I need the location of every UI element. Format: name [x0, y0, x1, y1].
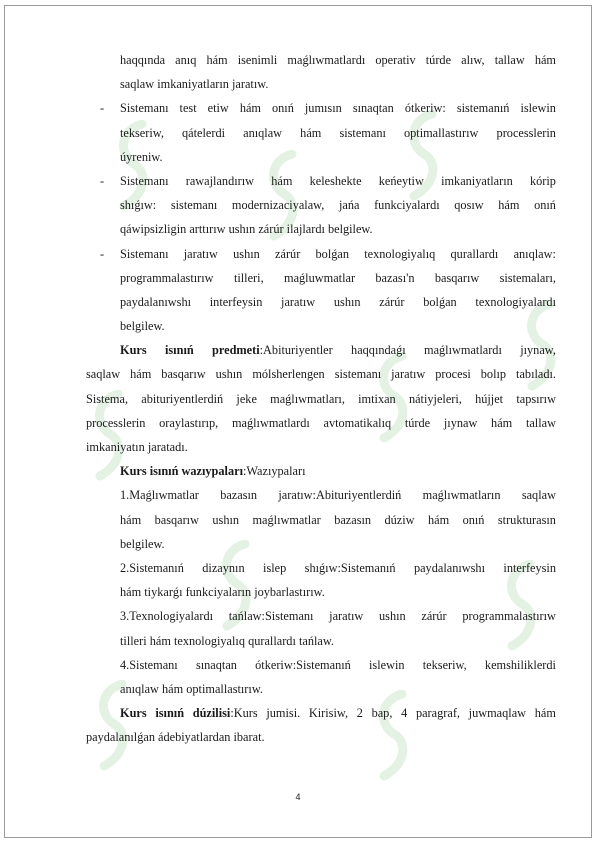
line-text	[120, 72, 556, 96]
word: tekseriw,	[422, 657, 467, 672]
text-line	[0, 411, 596, 435]
word: processlerin	[496, 125, 556, 140]
text-line	[0, 556, 596, 580]
line-text	[120, 169, 556, 193]
word: hám	[534, 706, 556, 721]
word: paydalanıwshı	[413, 560, 485, 575]
word: zárúr	[275, 246, 301, 261]
text-line	[0, 677, 596, 701]
word: tekseriw,	[120, 125, 164, 140]
word: maǵlıwmatları,	[270, 391, 345, 406]
word: bolǵan	[315, 246, 349, 261]
line-text	[120, 242, 556, 266]
word: ushın	[215, 367, 243, 382]
word: qosıw	[454, 198, 484, 213]
word: jaratıw:Abituriyentlerdiń	[278, 488, 402, 503]
word: saqlaw	[86, 367, 121, 382]
word: imtixan	[358, 391, 396, 406]
word: dúzilisi:Kurs	[192, 706, 258, 721]
word: jumisi.	[266, 706, 301, 721]
word: jańa	[338, 198, 360, 213]
word: maǵlıwmatlardı	[287, 53, 366, 67]
text-line	[0, 725, 596, 749]
word: bolıp	[480, 367, 507, 382]
line-text	[120, 314, 556, 338]
text-line	[0, 217, 596, 241]
word: saqlaw	[521, 488, 556, 503]
line-content: :Wazıypaları	[243, 464, 306, 479]
word: abituriyentlerdiń	[141, 391, 224, 406]
word: sistemanı	[334, 367, 382, 382]
word: anıqlaw:	[513, 246, 556, 261]
word: ushın	[333, 294, 361, 309]
word: túrde	[404, 415, 431, 430]
bold-heading: Kurs isınıń wazıypaları	[120, 464, 243, 479]
line-text	[120, 629, 556, 653]
line-text	[120, 290, 556, 314]
word: bolǵan	[423, 294, 457, 309]
text-line	[0, 145, 596, 169]
text-line	[0, 653, 596, 677]
word: bazasın	[334, 512, 372, 527]
word: Sistemanı	[120, 246, 169, 261]
word: imkaniyatların	[441, 173, 513, 188]
text-line	[0, 242, 596, 266]
word: ótkeriw:	[404, 101, 446, 116]
word: ushın	[233, 246, 260, 261]
word: alıw,	[461, 53, 485, 67]
word: sınaqtan	[195, 657, 237, 672]
word: dúziw	[384, 512, 415, 527]
word: modernizaciyalaw,	[231, 198, 325, 213]
line-text	[120, 121, 556, 145]
line-text	[120, 653, 556, 677]
word: maǵlıwmatların	[422, 488, 501, 503]
text-line	[0, 483, 596, 507]
word: tallaw	[494, 53, 525, 67]
line-text	[86, 387, 556, 411]
word: islewin	[520, 101, 556, 116]
line-content: belgilew.	[120, 319, 165, 334]
text-line	[0, 169, 596, 193]
line-text	[120, 701, 556, 725]
word: funkciyalardı	[374, 198, 440, 213]
word: ótkeriw:Sistemanıń	[255, 657, 351, 672]
word: test	[179, 101, 197, 116]
text-line	[0, 629, 596, 653]
word: jaratıw	[391, 367, 426, 382]
line-content: anıqlaw hám optimallastırıw.	[120, 681, 263, 696]
text-line	[0, 96, 596, 120]
text-line	[0, 701, 596, 725]
word: sınaqtan	[352, 101, 394, 116]
word: ushın	[212, 512, 240, 527]
text-line	[0, 314, 596, 338]
word: hám	[271, 173, 293, 188]
word: jaratıw	[329, 609, 364, 624]
word: hám	[534, 53, 556, 67]
word: paragraf,	[415, 706, 460, 721]
word: Kurs	[120, 706, 147, 721]
word: procesi	[435, 367, 471, 382]
word: sistemanıń	[456, 101, 510, 116]
word: shıǵıw:	[120, 198, 157, 213]
line-text	[120, 96, 556, 120]
word: jıynaw,	[520, 343, 556, 358]
word: bap,	[371, 706, 393, 721]
word: Kirisiw,	[308, 706, 349, 721]
word: anıq	[175, 53, 197, 67]
word: islep	[263, 560, 287, 575]
word: jaratıw	[183, 246, 218, 261]
text-line	[0, 48, 596, 72]
word: qátelerdi	[182, 125, 226, 140]
word: anıqlaw	[243, 125, 283, 140]
word: oraylastırıp,	[159, 415, 219, 430]
word: hám	[491, 415, 513, 430]
line-text	[86, 725, 556, 749]
word: zárúr	[379, 294, 405, 309]
text-line	[0, 266, 596, 290]
word: maǵlıwmatlar	[252, 512, 321, 527]
word: ushın	[379, 609, 406, 624]
word: bazasın	[220, 488, 258, 503]
word: Kurs	[120, 343, 147, 358]
body-text	[0, 48, 596, 749]
word: sistemaları,	[499, 270, 556, 285]
text-line	[0, 387, 596, 411]
text-line	[0, 338, 596, 362]
word: jumısın	[304, 101, 342, 116]
line-text	[120, 532, 556, 556]
text-line	[0, 435, 596, 459]
word: shıǵıw:Sistemanıń	[304, 560, 396, 575]
list-bullet: -	[100, 246, 105, 261]
line-text	[120, 338, 556, 362]
line-text	[120, 145, 556, 169]
word: 3.Texnologiyalardı	[120, 609, 214, 624]
line-text	[120, 483, 556, 507]
page-number: 4	[295, 792, 301, 802]
word: jaratıw	[281, 294, 316, 309]
word: optimallastırıw	[403, 125, 479, 140]
word: 2	[356, 706, 363, 721]
line-text	[120, 604, 556, 628]
word: basqarıw	[434, 270, 480, 285]
word: bazası'n	[375, 270, 415, 285]
line-text	[86, 362, 556, 386]
word: basqarıw	[161, 367, 206, 382]
text-line	[0, 580, 596, 604]
text-line	[0, 604, 596, 628]
word: paydalanıwshı	[120, 294, 192, 309]
word: Sistemanı	[120, 101, 169, 116]
word: interfeysin	[503, 560, 556, 575]
word: basqarıw	[154, 512, 199, 527]
word: tilleri,	[233, 270, 264, 285]
word: Sistema,	[86, 391, 129, 406]
word: tallaw	[525, 415, 556, 430]
line-content: imkaniyatın jaratadı.	[86, 440, 188, 454]
line-text	[120, 556, 556, 580]
line-text	[120, 193, 556, 217]
word: avtomatikalıq	[323, 415, 392, 430]
word: onıń	[462, 512, 485, 527]
line-text	[120, 217, 556, 241]
word: 4.Sistemanı	[120, 657, 178, 672]
line-text	[120, 580, 556, 604]
word: programmalastırıw	[120, 270, 214, 285]
word: maǵluwmatlar	[284, 270, 356, 285]
word: onıń	[534, 198, 556, 213]
word: interfeysin	[209, 294, 263, 309]
word: 2.Sistemanıń	[120, 560, 184, 575]
word: onıń	[272, 101, 294, 116]
line-text	[120, 677, 556, 701]
word: hám	[239, 101, 261, 116]
word: sistemanı	[339, 125, 386, 140]
word: isenimli	[237, 53, 278, 67]
text-line	[0, 290, 596, 314]
word: zárúr	[421, 609, 447, 624]
word: hám	[206, 53, 228, 67]
word: hám	[427, 512, 450, 527]
word: tabıladı.	[516, 367, 556, 382]
word: maǵlıwmatlardı	[424, 343, 502, 358]
word: isınıń	[155, 706, 185, 721]
word: nátiyjeleri,	[408, 391, 462, 406]
word: mólsherlengen	[252, 367, 325, 382]
word: predmeti:Abituriyentler	[212, 343, 333, 358]
line-content: belgilew.	[120, 536, 165, 551]
line-content: úyreniw.	[120, 149, 163, 164]
word: islewin	[369, 657, 405, 672]
word: jıynaw	[443, 415, 478, 430]
word: haqqında	[120, 53, 166, 67]
line-text	[120, 459, 556, 483]
word: túrde	[425, 53, 452, 67]
word: texnologiyalardı	[475, 294, 556, 309]
line-content: tilleri hám texnologiyalıq qurallardı tańlaw.	[120, 633, 334, 648]
text-line	[0, 362, 596, 386]
line-content: saqlaw imkaniyatların jaratıw.	[120, 77, 269, 92]
word: tapsırıw	[516, 391, 556, 406]
word: hám	[498, 198, 520, 213]
word: operativ	[375, 53, 416, 67]
word: kemshiliklerdi	[484, 657, 556, 672]
line-content: qáwipsizligin arttırıw ushın zárúr ilajlardı belgilew.	[120, 222, 373, 237]
word: texnologiyalıq	[364, 246, 436, 261]
text-line	[0, 508, 596, 532]
line-content: paydalanılǵan ádebiyatlardan ibarat.	[86, 730, 265, 745]
word: keleshekte	[309, 173, 362, 188]
text-line	[0, 121, 596, 145]
line-text	[120, 48, 556, 72]
word: hám	[120, 512, 142, 527]
word: programmalastırıw	[462, 609, 556, 624]
word: keńeytiw	[378, 173, 424, 188]
word: hám	[130, 367, 152, 382]
word: haqqındaǵı	[351, 343, 406, 358]
line-content: hám tiykarǵı funkciyaların joybarlastırıw.	[120, 585, 325, 600]
list-bullet: -	[100, 173, 105, 188]
line-text	[120, 266, 556, 290]
word: kórip	[530, 173, 556, 188]
text-line	[0, 72, 596, 96]
word: dizaynın	[202, 560, 245, 575]
word: 4	[401, 706, 408, 721]
word: processlerin	[86, 415, 146, 430]
word: 1.Maǵlıwmatlar	[120, 488, 199, 503]
word: juwmaqlaw	[468, 706, 527, 721]
word: strukturasın	[497, 512, 556, 527]
word: jeke	[236, 391, 257, 406]
line-text	[120, 508, 556, 532]
word: etiw	[207, 101, 229, 116]
word: tańlaw:Sistemanı	[228, 609, 314, 624]
word: Sistemanı	[120, 173, 169, 188]
text-line	[0, 193, 596, 217]
text-line	[0, 532, 596, 556]
word: rawajlandırıw	[185, 173, 255, 188]
word: qurallardı	[450, 246, 499, 261]
line-text	[86, 435, 556, 459]
word: sistemanı	[170, 198, 218, 213]
word: hám	[300, 125, 322, 140]
list-bullet: -	[100, 101, 105, 116]
word: maǵlıwmatlardı	[231, 415, 310, 430]
text-line	[0, 459, 596, 483]
word: hújjet	[475, 391, 504, 406]
word: isınıń	[164, 343, 194, 358]
line-text	[86, 411, 556, 435]
